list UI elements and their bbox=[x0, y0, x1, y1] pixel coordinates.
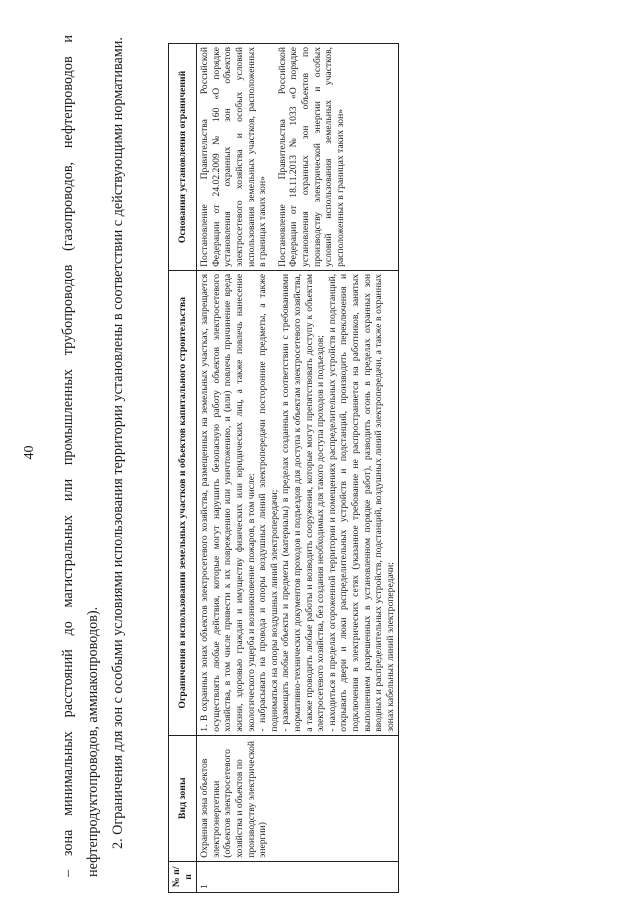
restriction-item: - размещать любые объекты и предметы (материалы) в пределах созданных в соответствии с требованиями нормативно-технических документов проходов и подъездов для доступа к объектам электросетевого хозяйства, а также проводить любые работы и возводить сооружения, которые могут препятствовать доступу к объектам электросетевого хозяйства, без создания необходимых для такого доступа проходов и подъездов; bbox=[280, 273, 327, 732]
row-zone: Охранная зона объектов электроэнергетики (объектов электросетевого хозяйства и объектов по производству электрической энергии) bbox=[197, 735, 399, 861]
basis-item: Постановление Правительства Российской Федерации от 18.11.2013 № 1033 «О порядке установления охранных зон объектов по производству электрической энергии и особых условий использования земельных участков, расположенных в границах таких зон» bbox=[276, 47, 346, 267]
restriction-item: - набрасывать на провода и опоры воздушных линий электропередачи посторонние предметы, а также подниматься на опоры воздушных линий электропередачи; bbox=[257, 273, 280, 732]
basis-item: Постановление Правительства Российской Федерации от 24.02.2009 № 160 «О порядке установления охранных зон объектов электросетевого хозяйства и особых условий использования земельных участков, расположенных в границах таких зон» bbox=[199, 47, 269, 267]
table-header-row bbox=[169, 44, 197, 893]
header-zone: Вид зоны bbox=[169, 735, 197, 861]
restrictions-table bbox=[168, 43, 399, 893]
table-row bbox=[197, 44, 399, 893]
page-number: 40 bbox=[22, 445, 37, 460]
row-num: 1 bbox=[197, 861, 399, 892]
row-basis bbox=[197, 44, 399, 271]
intro-paragraph-1: – зона минимальных расстояний до магистральных или промышленных трубопроводов (газопроводов, нефтепроводов и нефтепродуктопроводов, аммиакопроводов). bbox=[60, 35, 101, 877]
header-basis: Основания установления ограничений bbox=[169, 44, 197, 271]
intro-paragraph-2: 2. Ограничения для зон с особыми условиями использования территории установлены в соответствии с действующими нормативами. bbox=[110, 37, 126, 849]
intro-text bbox=[56, 35, 131, 877]
row-restrictions bbox=[197, 270, 399, 735]
restriction-item: - находиться в пределах огороженной территории и помещениях распределительных устройств и подстанций, открывать двери и люки распределительных устройств и подстанций, производить переключения и подключения в электрических сетях (указанное требование не распространяется на работников, занятых выполнением разрешенных в установленном порядке работ), разводить огонь в пределах охранных зон вводных и распределительных устройств, подстанций, воздушных линий электропередачи, а также в охранных зонах кабельных линий электропередачи; bbox=[326, 273, 396, 732]
header-num: № п/п bbox=[169, 861, 197, 892]
restriction-item: 1. В охранных зонах объектов электросетевого хозяйства, размещенных на земельных участках, запрещается осуществлять любые действия, которые могут нарушить безопасную работу объектов электросетевого хозяйства, в том числе привести к их повреждению или уничтожению, и (или) повлечь причинение вреда жизни, здоровью граждан и имуществу физических или юридических лиц, а также повлечь нанесение экологического ущерба и возникновение пожаров, в том числе: bbox=[199, 273, 257, 732]
header-restrictions: Ограничения в использовании земельных участков и объектов капитального строительства bbox=[169, 270, 197, 735]
